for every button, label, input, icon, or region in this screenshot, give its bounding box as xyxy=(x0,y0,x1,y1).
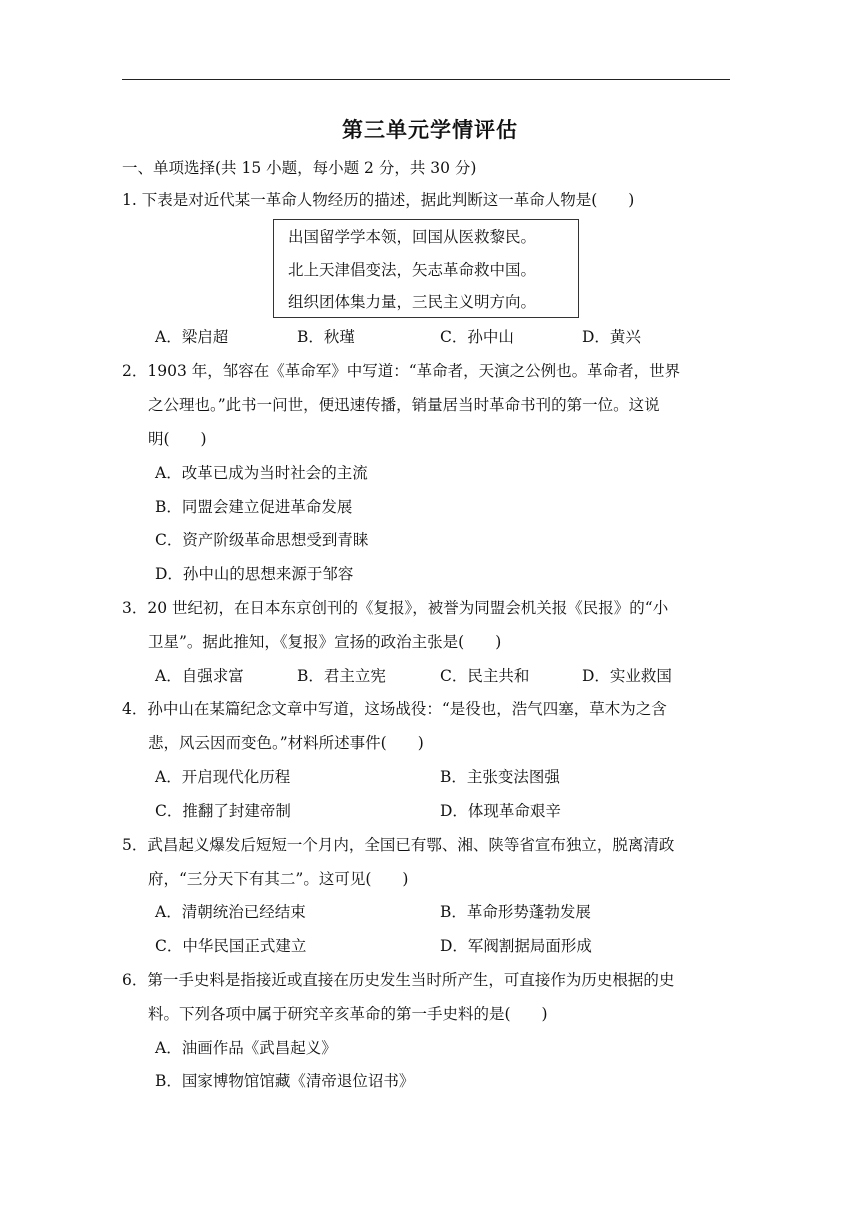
question-4-stem: 悲，风云因而变色。”材料所述事件( ) xyxy=(148,734,424,752)
question-6-stem: 6．第一手史料是指接近或直接在历史发生当时所产生，可直接作为历史根据的史 xyxy=(122,971,675,989)
table-line: 组织团体集力量，三民主义明方向。 xyxy=(288,293,537,311)
question-3-option-c[interactable]: C．民主共和 xyxy=(440,667,530,685)
question-3-option-a[interactable]: A．自强求富 xyxy=(155,667,244,685)
question-4-option-b[interactable]: B．主张变法图强 xyxy=(440,768,560,786)
question-1-table xyxy=(273,219,579,318)
question-2-option-d[interactable]: D．孙中山的思想来源于邹容 xyxy=(155,565,354,583)
question-3-option-b[interactable]: B．君主立宪 xyxy=(297,667,386,685)
question-2-option-a[interactable]: A．改革已成为当时社会的主流 xyxy=(155,464,368,482)
page-title: 第三单元学情评估 xyxy=(342,118,518,142)
question-4-stem: 4．孙中山在某篇纪念文章中写道，这场战役：“是役也，浩气四塞，草木为之含 xyxy=(122,700,667,718)
question-1-stem: 1. 下表是对近代某一革命人物经历的描述，据此判断这一革命人物是( ) xyxy=(122,191,635,209)
question-2-stem: 之公理也。”此书一问世，便迅速传播，销量居当时革命书刊的第一位。这说 xyxy=(148,396,660,414)
table-line: 出国留学学本领，回国从医救黎民。 xyxy=(288,228,537,246)
header-rule xyxy=(122,79,730,80)
question-2-stem: 2．1903 年，邹容在《革命军》中写道：“革命者，天演之公例也。革命者，世界 xyxy=(122,362,681,380)
question-4-option-a[interactable]: A．开启现代化历程 xyxy=(155,768,291,786)
question-5-option-b[interactable]: B．革命形势蓬勃发展 xyxy=(440,903,591,921)
question-1-option-b[interactable]: B．秋瑾 xyxy=(297,328,355,346)
question-5-stem: 5．武昌起义爆发后短短一个月内，全国已有鄂、湘、陕等省宣布独立，脱离清政 xyxy=(122,836,675,854)
question-6-stem: 料。下列各项中属于研究辛亥革命的第一手史料的是( ) xyxy=(148,1005,548,1023)
question-1-option-c[interactable]: C．孙中山 xyxy=(440,328,514,346)
question-3-stem: 3．20 世纪初，在日本东京创刊的《复报》，被誉为同盟会机关报《民报》的“小 xyxy=(122,599,669,617)
table-line: 北上天津倡变法，矢志革命救中国。 xyxy=(288,261,537,279)
question-4-option-d[interactable]: D．体现革命艰辛 xyxy=(440,802,561,820)
question-6-option-a[interactable]: A．油画作品《武昌起义》 xyxy=(155,1039,337,1057)
question-5-stem: 府，“三分天下有其二”。这可见( ) xyxy=(148,870,409,888)
question-5-option-c[interactable]: C．中华民国正式建立 xyxy=(155,937,307,955)
section-heading: 一、单项选择(共 15 小题，每小题 2 分，共 30 分) xyxy=(122,159,477,177)
question-3-option-d[interactable]: D．实业救国 xyxy=(582,667,672,685)
question-6-option-b[interactable]: B．国家博物馆馆藏《清帝退位诏书》 xyxy=(155,1072,415,1090)
question-1-option-a[interactable]: A．梁启超 xyxy=(155,328,229,346)
question-2-option-c[interactable]: C．资产阶级革命思想受到青睐 xyxy=(155,531,369,549)
question-4-option-c[interactable]: C．推翻了封建帝制 xyxy=(155,802,291,820)
question-2-stem: 明( ) xyxy=(148,430,207,448)
question-2-option-b[interactable]: B．同盟会建立促进革命发展 xyxy=(155,498,353,516)
question-5-option-a[interactable]: A．清朝统治已经结束 xyxy=(155,903,306,921)
question-1-option-d[interactable]: D．黄兴 xyxy=(582,328,641,346)
question-5-option-d[interactable]: D．军阀割据局面形成 xyxy=(440,937,592,955)
question-3-stem: 卫星”。据此推知，《复报》宣扬的政治主张是( ) xyxy=(148,633,502,651)
